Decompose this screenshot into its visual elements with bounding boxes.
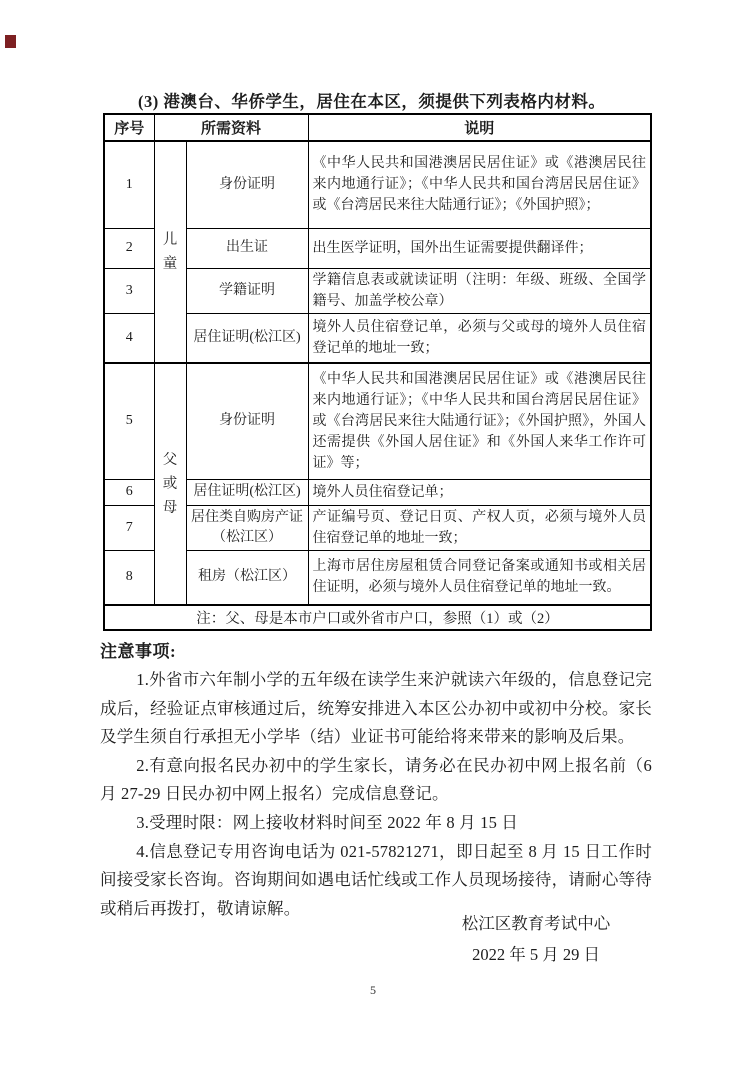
- section-heading: (3) 港澳台、华侨学生，居住在本区，须提供下列表格内材料。: [138, 92, 606, 111]
- signature-block: [388, 908, 684, 970]
- material-cell: 身份证明: [186, 363, 308, 479]
- table-header-material: 所需资料: [154, 114, 308, 141]
- signature-org: 松江区教育考试中心: [461, 914, 611, 933]
- description-cell: 境外人员住宿登记单，必须与父或母的境外人员住宿登记单的地址一致；: [308, 313, 651, 363]
- notice-item-3: 3.受理时限：网上接收材料时间至 2022 年 8 月 15 日: [136, 812, 519, 832]
- material-cell: 居住证明(松江区): [186, 313, 308, 363]
- row-number-cell: 6: [104, 479, 154, 505]
- table-row: [104, 268, 651, 313]
- material-cell: 租房（松江区）: [186, 550, 308, 605]
- description-cell: 上海市居住房屋租赁合同登记备案或通知书或相关居住证明，必须与境外人员住宿登记单的地址一致。: [308, 550, 651, 605]
- table-header-num: 序号: [104, 114, 154, 141]
- table-note: 注：父、母是本市户口或外省市户口，参照（1）或（2）: [104, 605, 651, 630]
- material-cell: 学籍证明: [186, 268, 308, 313]
- notice-item-1: 1.外省市六年制小学的五年级在读学生来沪就读六年级的，信息登记完成后，经验证点审核通过后，统筹安排进入本区公办初中或初中分校。家长及学生须自行承担无小学毕（结）业证书可能给将来带来的影响及后果。: [100, 670, 652, 747]
- notice-item-4: 4.信息登记专用咨询电话为 021-57821271，即日起至 8 月 15 日工作时间接受家长咨询。咨询期间如遇电话忙线或工作人员现场接待，请耐心等待或稍后再拨打，敬请谅解。: [100, 841, 652, 918]
- scan-artifact-mark: [5, 35, 16, 48]
- group-label-child: 儿童: [162, 232, 178, 272]
- signature-date: 2022 年 5 月 29 日: [472, 945, 600, 964]
- row-number-cell: 2: [104, 228, 154, 268]
- row-number-cell: 5: [104, 363, 154, 479]
- description-cell: 《中华人民共和国港澳居民居住证》或《港澳居民往来内地通行证》；《中华人民共和国台湾居民居住证》或《台湾居民来往大陆通行证》；《外国护照》；: [308, 141, 651, 228]
- table-header-desc: 说明: [308, 114, 651, 141]
- description-cell: 产证编号页、登记日页、产权人页，必须与境外人员住宿登记单的地址一致；: [308, 505, 651, 550]
- table-row: [104, 228, 651, 268]
- table-row: [104, 313, 651, 363]
- row-number-cell: 8: [104, 550, 154, 605]
- row-number-cell: 7: [104, 505, 154, 550]
- table-row: [104, 363, 651, 479]
- row-number-cell: 4: [104, 313, 154, 363]
- table-row: [104, 505, 651, 550]
- group-cell-parent: [154, 363, 186, 605]
- notice-item-2: 2.有意向报名民办初中的学生家长，请务必在民办初中网上报名前（6 月 27-29 日民办初中网上报名）完成信息登记。: [100, 755, 652, 804]
- material-cell: 居住证明(松江区): [186, 479, 308, 505]
- table-row: [104, 550, 651, 605]
- materials-table: [103, 113, 652, 631]
- description-cell: 学籍信息表或就读证明（注明：年级、班级、全国学籍号、加盖学校公章）: [308, 268, 651, 313]
- notices-title: 注意事项:: [100, 642, 177, 661]
- material-cell: 出生证: [186, 228, 308, 268]
- description-cell: 境外人员住宿登记单；: [308, 479, 651, 505]
- description-cell: 出生医学证明，国外出生证需要提供翻译件；: [308, 228, 651, 268]
- row-number-cell: 1: [104, 141, 154, 228]
- table-header-row: [104, 114, 651, 141]
- group-label-parent: 父或母: [162, 452, 178, 516]
- material-cell: 居住类自购房产证（松江区）: [186, 505, 308, 550]
- notices-section: [100, 638, 652, 923]
- table-row: [104, 141, 651, 228]
- row-number-cell: 3: [104, 268, 154, 313]
- table-row: [104, 479, 651, 505]
- material-cell: 身份证明: [186, 141, 308, 228]
- page-number: 5: [370, 983, 376, 997]
- table-note-row: [104, 605, 651, 630]
- group-cell-child: [154, 141, 186, 363]
- description-cell: 《中华人民共和国港澳居民居住证》或《港澳居民往来内地通行证》；《中华人民共和国台湾居民居住证》或《台湾居民来往大陆通行证》；《外国护照》，外国人还需提供《外国人居住证》和《外国人来华工作许可证》等；: [308, 363, 651, 479]
